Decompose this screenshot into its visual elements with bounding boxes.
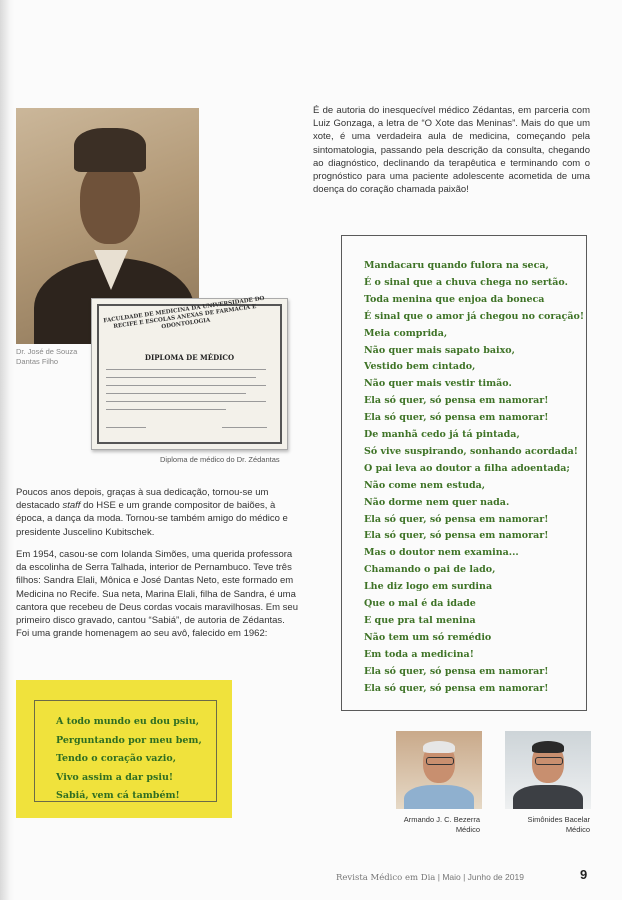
lyric-line: Não come nem estuda,	[364, 479, 486, 491]
page-number: 9	[580, 867, 588, 882]
intro-paragraph: É de autoria do inesquecível médico Zédantas, em parceria com Luiz Gonzaga, a letra de “O Xote das Meninas”. Mais do que um xote, é uma verdadeira aula de medicina, começando pela sintomatologia, passando pela descrição da consulta, chegando ao diagnóstico, declinando da terapêutica e terminando com o prognóstico para uma paciente adolescente acometida de uma doença do coração chamada paixão!	[313, 105, 590, 196]
sabia-lyric-line: Sabiá, vem cá também!	[56, 790, 180, 801]
magazine-name: Revista Médico em Dia	[336, 873, 436, 883]
lyric-line: Vestido bem cintado,	[364, 361, 476, 373]
bio-paragraph-1: Poucos anos depois, graças à sua dedicação, tornou-se um destacado staff do HSE e um grande compositor de baiões, à época, a dança da moda. Tornou-se também amigo do médico e presidente Juscelino Kubitschek.	[16, 487, 288, 538]
lyric-line: É sinal que o amor já chegou no coração!	[364, 310, 584, 322]
lyric-line: É o sinal que a chuva chega no sertão.	[364, 276, 568, 288]
lyric-line: Ela só quer, só pensa em namorar!	[364, 412, 549, 424]
lyrics-box	[341, 235, 587, 711]
lyric-line: Que o mal é da idade	[364, 598, 476, 609]
lyric-line: Em toda a medicina!	[364, 648, 474, 660]
page-gutter-shadow	[0, 0, 14, 900]
bio-paragraph-2: Em 1954, casou-se com Iolanda Simões, uma querida professora da escolinha de Serra Talhada, interior de Pernambuco. Teve três filhos: Sandra Elali, Mônica e José Dantas Neto, este formado em Medicina no Recife. Sua neta, Marina Elali, filha de Sandra, é uma cantora que recebeu de Deus cordas vocais maravilhosas. Em seu primeiro disco gravado, cantou “Sabiá”, de autoria de Zédantas. Foi uma grande homenagem ao seu avô, falecido em 1962:	[16, 549, 298, 640]
lyric-line: Ela só quer, só pensa em namorar!	[364, 513, 549, 525]
diploma-caption: Diploma de médico do Dr. Zédantas	[160, 455, 280, 464]
photo-caption: Dr. José de Souza Dantas Filho	[16, 347, 78, 366]
sabia-lyric-line: A todo mundo eu dou psiu,	[56, 716, 200, 727]
lyric-line: Não tem um só remédio	[364, 631, 492, 643]
lyric-line: Não quer mais vestir timão.	[364, 378, 512, 390]
lyric-line: Mas o doutor nem examina...	[364, 547, 519, 559]
page-footer: Revista Médico em Dia | Maio | Junho de 2019	[336, 872, 524, 883]
sabia-lyric-line: Perguntando por meu bem,	[56, 734, 202, 746]
lyric-line: Lhe diz logo em surdina	[364, 581, 493, 593]
lyric-line: Ela só quer, só pensa em namorar!	[364, 530, 549, 542]
sabia-lyric-line: Tendo o coração vazio,	[56, 753, 177, 764]
lyric-line: Mandacaru quando fulora na seca,	[364, 260, 549, 271]
diploma-header: FACULDADE DE MEDICINA DA UNIVERSIDADE DO RECIFE E ESCOLAS ANEXAS DE FARMACIA E ODONTOLOGIA	[103, 295, 265, 331]
staff-term: staff	[62, 500, 81, 512]
diploma-title: DIPLOMA DE MÉDICO	[144, 353, 235, 362]
lyric-line: Só vive suspirando, sonhando acordada!	[364, 445, 578, 457]
lyric-line: Não quer mais sapato baixo,	[364, 344, 515, 356]
author-caption-armando: Armando J. C. Bezerra Médico	[403, 815, 480, 834]
author-caption-simonides: Simônides Bacelar Médico	[527, 815, 590, 834]
lyric-line: Chamando o pai de lado,	[364, 564, 496, 576]
lyric-line: De manhã cedo já tá pintada,	[364, 429, 520, 440]
sabia-lyric-line: Vivo assim a dar psiu!	[56, 771, 174, 783]
lyric-line: O pai leva ao doutor a filha adoentada;	[364, 462, 570, 474]
lyric-line: Ela só quer, só pensa em namorar!	[364, 395, 549, 407]
lyric-line: Ela só quer, só pensa em namorar!	[364, 682, 549, 694]
lyric-line: Não dorme nem quer nada.	[364, 496, 510, 508]
lyric-line: Meia comprida,	[364, 327, 448, 339]
lyric-line: Toda menina que enjoa da boneca	[364, 293, 545, 305]
author-photo-simonides	[505, 731, 591, 809]
lyric-line: Ela só quer, só pensa em namorar!	[364, 665, 549, 677]
sabia-lyrics-box	[16, 680, 232, 818]
diploma-image	[91, 295, 288, 450]
lyric-line: E que pra tal menina	[364, 614, 476, 626]
issue-date: Maio | Junho de 2019	[442, 872, 524, 882]
author-photo-armando	[396, 731, 482, 809]
